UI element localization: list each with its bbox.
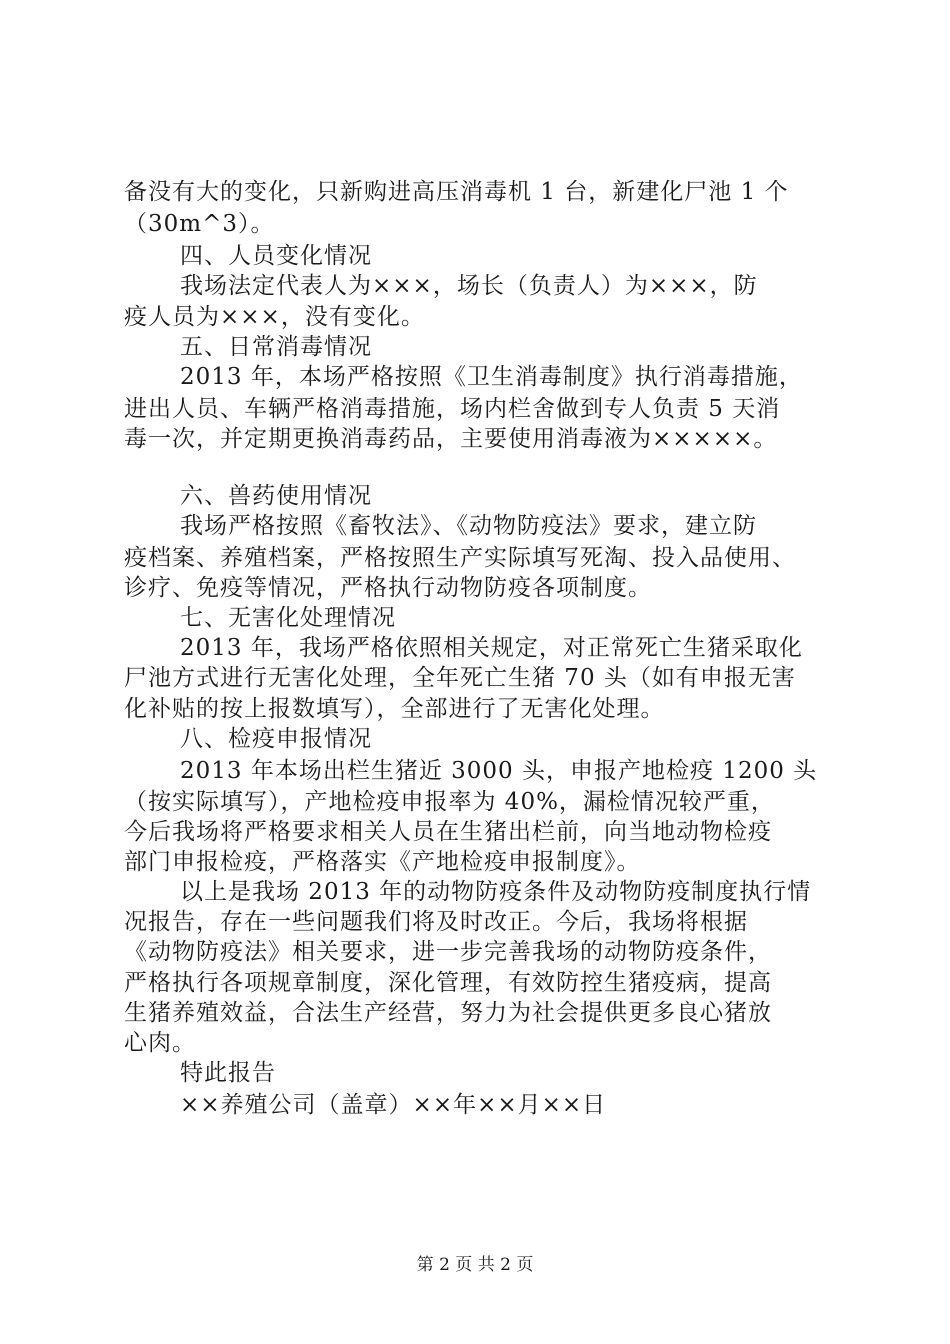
body-text-line: 诊疗、免疫等情况，严格执行动物防疫各项制度。 (124, 575, 652, 601)
body-text-line: （按实际填写），产地检疫申报率为 40%，漏检情况较严重， (124, 789, 775, 815)
body-text-line: 备没有大的变化，只新购进高压消毒机 1 台，新建化尸池 1 个 (124, 179, 789, 205)
body-text-line: 疫人员为×××，没有变化。 (124, 304, 425, 330)
body-text-line: 以上是我场 2013 年的动物防疫条件及动物防疫制度执行情 (180, 879, 812, 905)
body-text-line: 严格执行各项规章制度，深化管理，有效防控生猪疫病，提高 (124, 970, 772, 996)
body-text-line: 部门申报检疫，严格落实《产地检疫申报制度》。 (124, 849, 641, 875)
body-text-line: 疫档案、养殖档案，严格按照生产实际填写死淘、投入品使用、 (124, 545, 796, 571)
body-text-line: 进出人员、车辆严格消毒措施，场内栏舍做到专人负责 5 天消 (124, 396, 781, 422)
signature-line: ××养殖公司（盖章）××年××月××日 (180, 1092, 607, 1118)
body-text-line: 2013 年，我场严格依照相关规定，对正常死亡生猪采取化 (180, 635, 803, 661)
section-heading: 六、兽药使用情况 (180, 483, 372, 509)
closing-text: 特此报告 (180, 1060, 276, 1086)
body-text-line: 化补贴的按上报数填写），全部进行了无害化处理。 (124, 696, 665, 722)
body-text-line: 《动物防疫法》相关要求，进一步完善我场的动物防疫条件， (124, 939, 772, 965)
body-text-line: 生猪养殖效益，合法生产经营，努力为社会提供更多良心猪放 (124, 1000, 772, 1026)
body-text-line: （30m^3）。 (124, 211, 275, 237)
body-text-line: 况报告，存在一些问题我们将及时改正。今后，我场将根据 (124, 909, 748, 935)
section-heading: 五、日常消毒情况 (180, 334, 372, 360)
body-text-line: 今后我场将严格要求相关人员在生猪出栏前，向当地动物检疫 (124, 819, 772, 845)
section-heading: 八、检疫申报情况 (180, 726, 372, 752)
section-heading: 四、人员变化情况 (180, 243, 372, 269)
body-text-line: 我场法定代表人为×××，场长（负责人）为×××，防 (180, 273, 758, 299)
page-number-footer: 第 2 页 共 2 页 (416, 1255, 534, 1275)
body-text-line: 毒一次，并定期更换消毒药品，主要使用消毒液为×××××。 (124, 426, 778, 452)
body-text-line: 2013 年，本场严格按照《卫生消毒制度》执行消毒措施， (180, 364, 803, 390)
body-text-line: 尸池方式进行无害化处理，全年死亡生猪 70 头（如有申报无害 (124, 665, 796, 691)
section-heading: 七、无害化处理情况 (180, 605, 396, 631)
body-text-line: 2013 年本场出栏生猪近 3000 头，申报产地检疫 1200 头 (180, 758, 818, 784)
body-text-line: 心肉。 (124, 1030, 196, 1056)
body-text-line: 我场严格按照《畜牧法》、《动物防疫法》要求，建立防 (180, 513, 757, 539)
